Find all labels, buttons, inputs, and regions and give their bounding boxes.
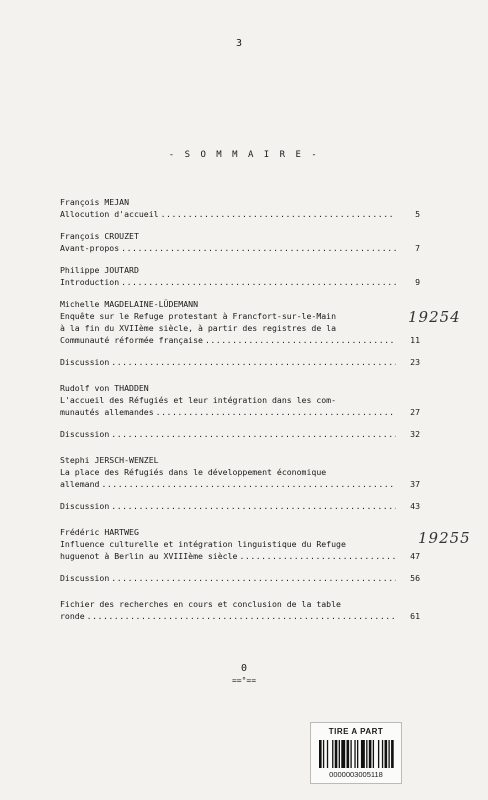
- toc-title-line: Enquête sur le Refuge protestant à Francfort-sur-le-Main: [60, 311, 337, 321]
- toc-entry: [60, 500, 420, 512]
- toc-entry: [60, 598, 420, 622]
- handwritten-note-2: 19255: [418, 529, 471, 547]
- toc-author: Stephi JERSCH-WENZEL: [60, 455, 159, 465]
- toc-page-number: 23: [410, 357, 420, 367]
- dot-leader: [111, 500, 396, 512]
- toc-entry: [60, 196, 420, 220]
- dot-leader: [87, 610, 396, 622]
- toc-author: François MEJAN: [60, 197, 130, 207]
- barcode-bar: [350, 740, 351, 768]
- table-of-contents: [60, 196, 420, 636]
- toc-title-line: huguenot à Berlin au XVIIIème siècle: [60, 551, 238, 561]
- toc-leader-line: [60, 500, 420, 512]
- toc-entry: [60, 572, 420, 584]
- toc-author: Rudolf von THADDEN: [60, 383, 149, 393]
- toc-title-line: Discussion: [60, 429, 110, 439]
- dot-leader: [111, 356, 396, 368]
- toc-title-line: Avant-propos: [60, 243, 120, 253]
- barcode-bar: [354, 740, 355, 768]
- barcode-number: 0000003005118: [329, 770, 383, 779]
- sommaire-title: - S O M M A I R E -: [168, 150, 320, 160]
- toc-entry: [60, 454, 420, 490]
- toc-leader-line: [60, 276, 420, 288]
- footer-zero: 0: [240, 663, 248, 674]
- toc-leader-line: [60, 334, 420, 346]
- toc-title-line: Discussion: [60, 357, 110, 367]
- toc-leader-line: [60, 478, 420, 490]
- toc-leader-line: [60, 610, 420, 622]
- toc-title-line: Communauté réformée française: [60, 335, 203, 345]
- offprint-label: [310, 722, 402, 784]
- barcode-bar: [335, 740, 338, 768]
- toc-leader-line: [60, 356, 420, 368]
- dot-leader: [205, 334, 396, 346]
- barcode-bar: [369, 740, 372, 768]
- barcode-bar: [341, 740, 345, 768]
- toc-title-line: Fichier des recherches en cours et conclusion de la table: [60, 599, 341, 609]
- barcode-icon: [319, 740, 395, 768]
- dot-leader: [101, 478, 396, 490]
- toc-page-number: 56: [410, 573, 420, 583]
- toc-leader-line: [60, 242, 420, 254]
- toc-entry: [60, 230, 420, 254]
- toc-author: Michelle MAGDELAINE-LÜDEMANN: [60, 299, 199, 309]
- toc-title-line: à la fin du XVIIème siècle, à partir des registres de la: [60, 323, 337, 333]
- barcode-bar: [366, 740, 367, 768]
- barcode-bar: [327, 740, 328, 768]
- toc-title-line: ronde: [60, 611, 85, 621]
- toc-title-line: Introduction: [60, 277, 120, 287]
- dot-leader: [111, 428, 396, 440]
- toc-page-number: 37: [410, 479, 420, 489]
- barcode-bar: [339, 740, 340, 768]
- toc-leader-line: [60, 406, 420, 418]
- toc-entry: [60, 382, 420, 418]
- toc-page-number: 43: [410, 501, 420, 511]
- barcode-bar: [357, 740, 358, 768]
- toc-entry: [60, 356, 420, 368]
- barcode-bar: [361, 740, 365, 768]
- dot-leader: [239, 550, 396, 562]
- toc-title-line: Influence culturelle et intégration linguistique du Refuge: [60, 539, 346, 549]
- dot-leader: [121, 242, 396, 254]
- toc-leader-line: [60, 208, 420, 220]
- barcode-bar: [347, 740, 350, 768]
- barcode-bar: [332, 740, 333, 768]
- barcode-bar: [323, 740, 324, 768]
- toc-entry: [60, 264, 420, 288]
- barcode-bar: [319, 740, 322, 768]
- toc-title-line: Discussion: [60, 573, 110, 583]
- offprint-label-text: TIRE A PART: [328, 727, 384, 736]
- toc-page-number: 27: [410, 407, 420, 417]
- toc-page-number: 47: [410, 551, 420, 561]
- toc-title-line: L'accueil des Réfugiés et leur intégration dans les com-: [60, 395, 337, 405]
- toc-page-number: 11: [410, 335, 420, 345]
- dot-leader: [161, 208, 396, 220]
- barcode-bar: [382, 740, 383, 768]
- toc-page-number: 7: [415, 243, 420, 253]
- toc-entry: [60, 526, 420, 562]
- toc-page-number: 5: [415, 209, 420, 219]
- toc-page-number: 61: [410, 611, 420, 621]
- toc-author: Philippe JOUTARD: [60, 265, 139, 275]
- page-number: 3: [236, 38, 243, 49]
- toc-author: François CROUZET: [60, 231, 139, 241]
- barcode-bar: [388, 740, 389, 768]
- dot-leader: [111, 572, 396, 584]
- toc-leader-line: [60, 572, 420, 584]
- toc-entry: [60, 428, 420, 440]
- toc-author: Frédéric HARTWEG: [60, 527, 139, 537]
- dot-leader: [121, 276, 396, 288]
- toc-page-number: 32: [410, 429, 420, 439]
- handwritten-note-1: 19254: [408, 308, 461, 326]
- toc-title-line: La place des Réfugiés dans le développement économique: [60, 467, 327, 477]
- toc-leader-line: [60, 550, 420, 562]
- barcode-bar: [378, 740, 379, 768]
- toc-page-number: 9: [415, 277, 420, 287]
- dot-leader: [156, 406, 396, 418]
- toc-title-line: munautés allemandes: [60, 407, 154, 417]
- toc-title-line: Allocution d'accueil: [60, 209, 159, 219]
- barcode-bar: [391, 740, 394, 768]
- toc-entry: [60, 298, 420, 346]
- footer-ornament: ==°==: [231, 676, 257, 685]
- barcode-bar: [385, 740, 388, 768]
- barcode-bar: [373, 740, 374, 768]
- toc-title-line: allemand: [60, 479, 100, 489]
- toc-title-line: Discussion: [60, 501, 110, 511]
- toc-leader-line: [60, 428, 420, 440]
